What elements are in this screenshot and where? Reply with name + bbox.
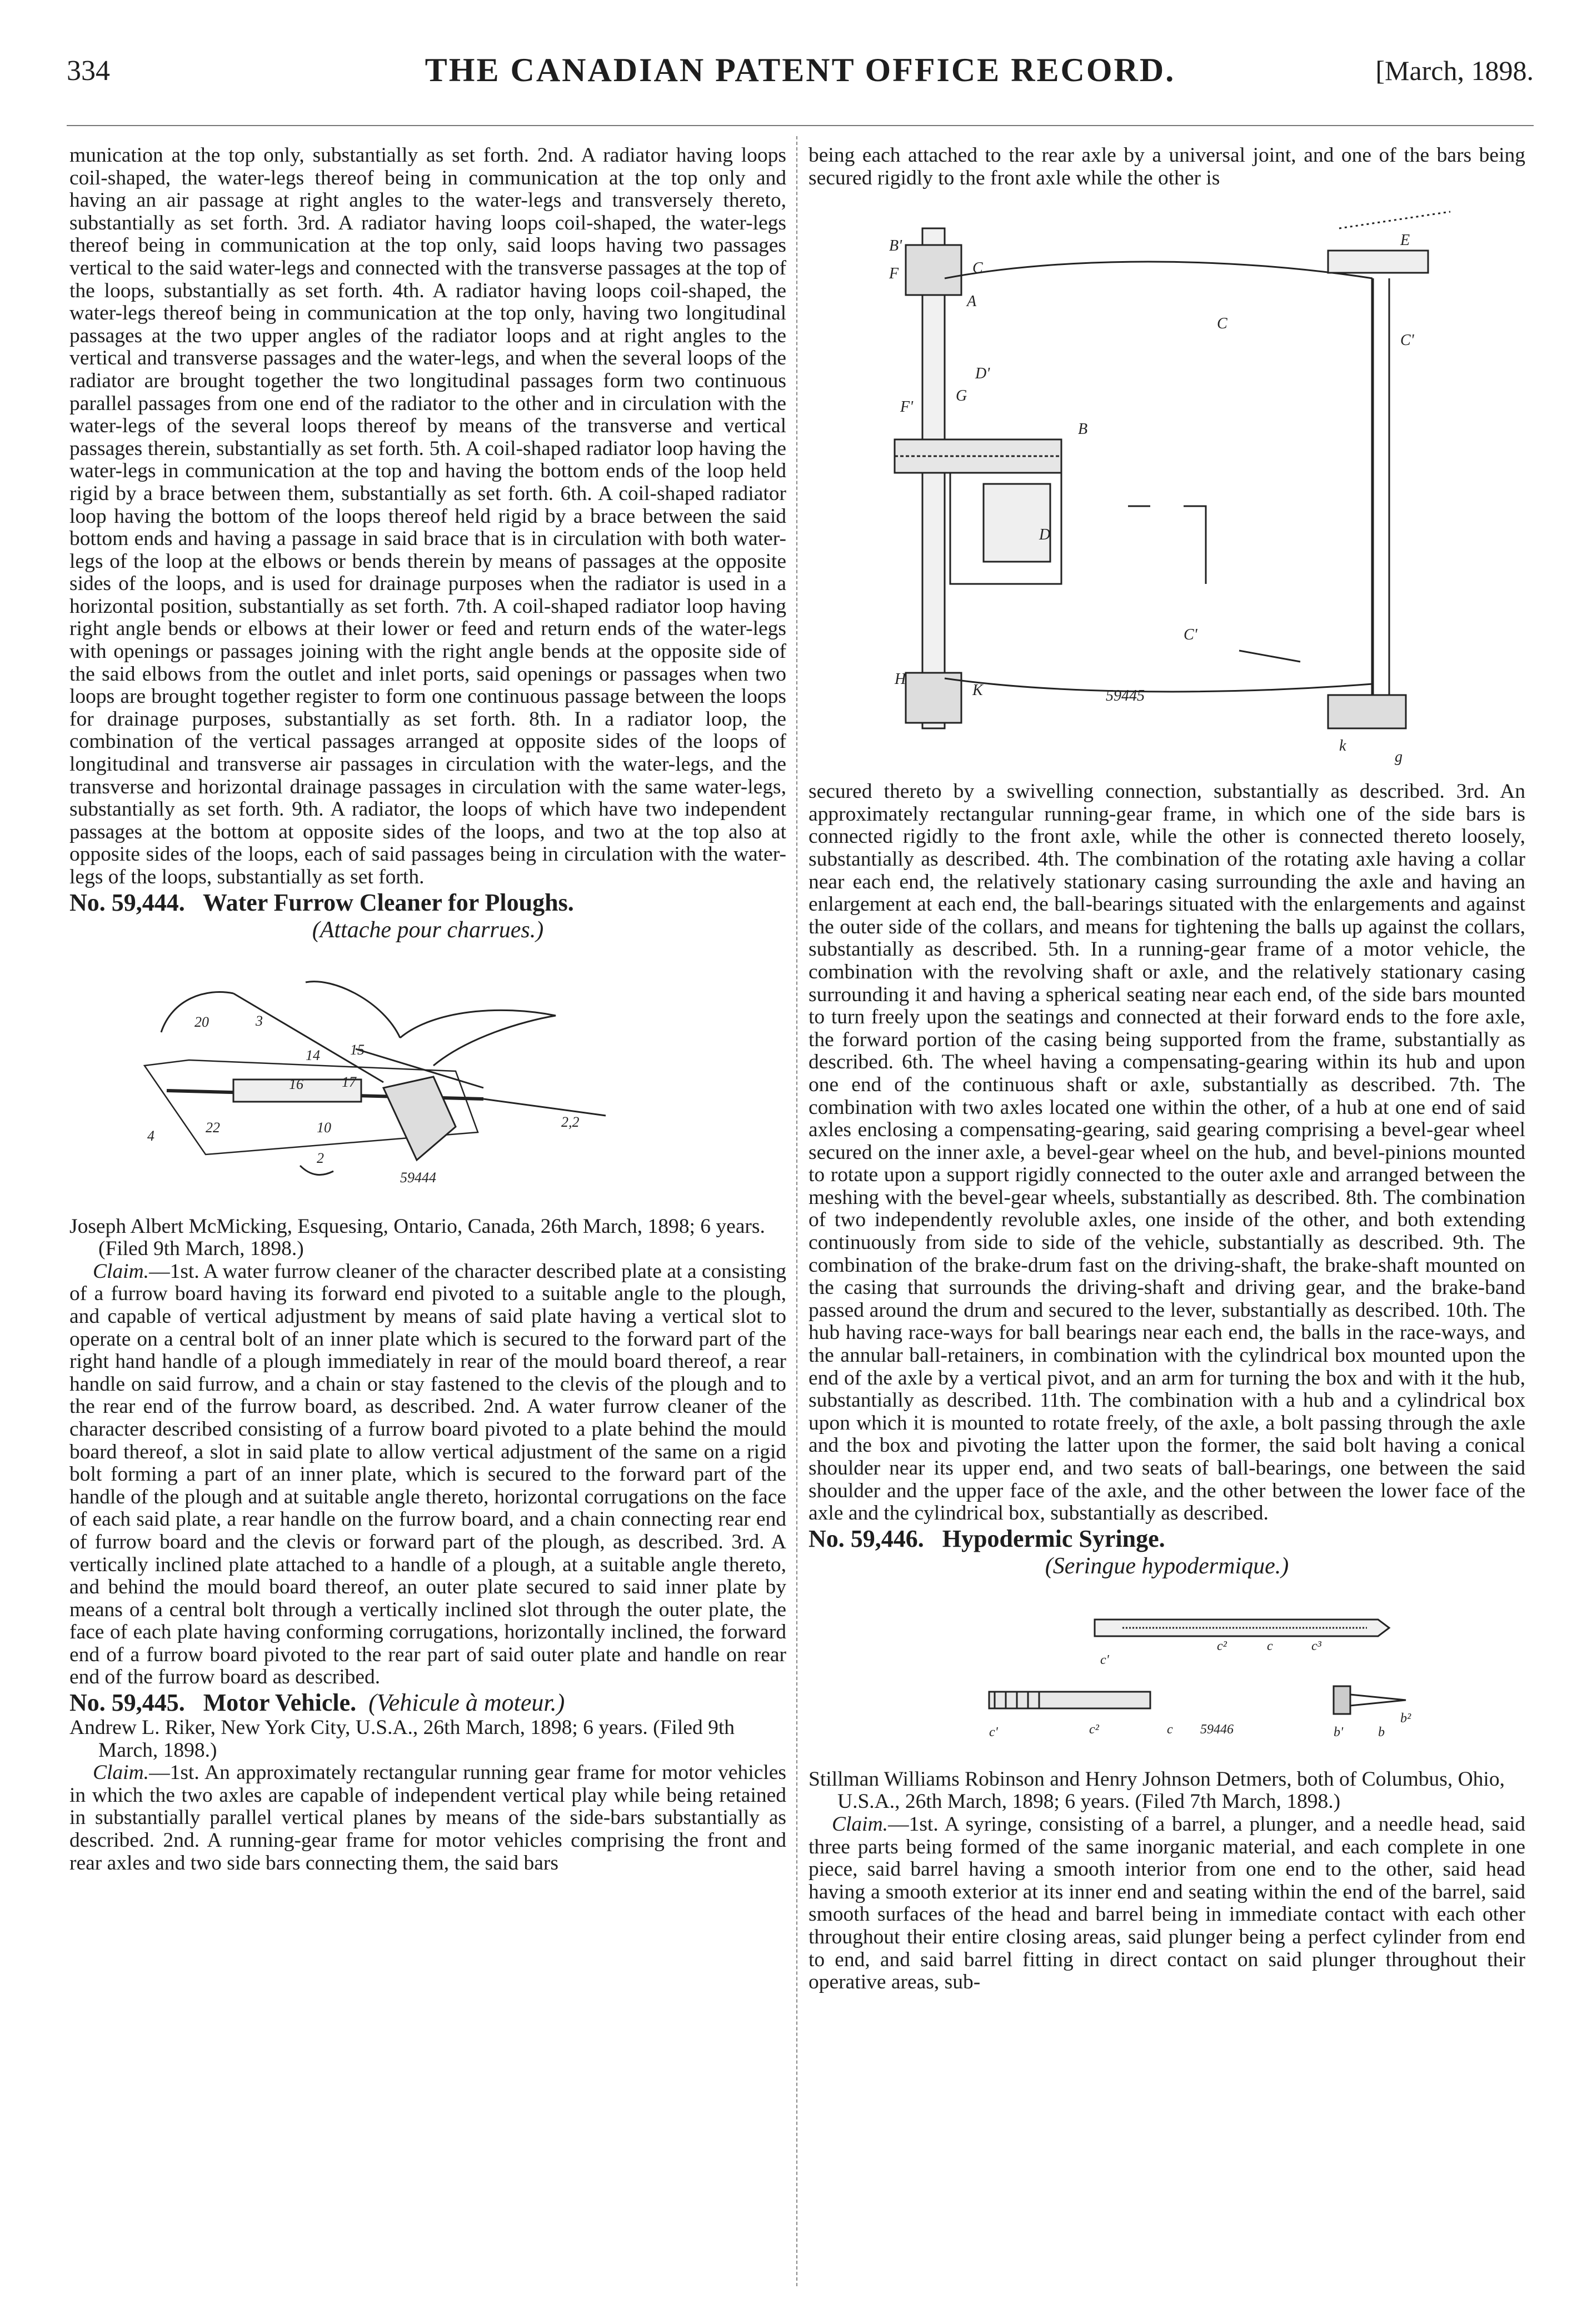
svg-text:C: C <box>972 259 983 277</box>
svg-text:3: 3 <box>256 1012 263 1029</box>
svg-text:C': C' <box>1400 332 1414 349</box>
motor-vehicle-continuation-top: being each attached to the rear axle by a universal joint, and one of the bars being secured rigidly to the front axle while the other is <box>809 144 1525 189</box>
svg-text:b: b <box>1378 1725 1385 1740</box>
svg-text:2: 2 <box>317 1149 324 1166</box>
svg-text:D': D' <box>975 365 990 383</box>
svg-text:10: 10 <box>317 1119 331 1136</box>
plough-cleaner-figure <box>122 949 733 1210</box>
right-column <box>809 144 1525 1994</box>
svg-text:C: C <box>1217 315 1227 333</box>
svg-text:K: K <box>972 682 983 699</box>
page-number: 334 <box>67 55 110 87</box>
svg-text:A: A <box>967 293 977 311</box>
column-divider <box>796 136 797 2286</box>
patent-59446-number: No. 59,446. <box>809 1525 924 1552</box>
svg-text:F: F <box>889 265 899 283</box>
patent-59446-heading <box>809 1525 1525 1553</box>
patent-59446-inventor: Stillman Williams Robinson and Henry Johnson Detmers, both of Columbus, Ohio, U.S.A., 26th March, 1898; 6 years. (Filed 7th March, 1898.) <box>809 1767 1505 1813</box>
page-header <box>67 49 1534 99</box>
svg-text:20: 20 <box>194 1013 209 1030</box>
patent-59445-claims <box>69 1762 786 1875</box>
claim-label: Claim. <box>93 1260 149 1283</box>
patent-59444-subtitle: (Attache pour charrues.) <box>312 917 544 943</box>
svg-text:b²: b² <box>1400 1711 1411 1726</box>
svg-text:B': B' <box>889 237 902 255</box>
vehicle-figure-number: 59445 <box>1106 687 1145 705</box>
svg-text:E: E <box>1400 232 1410 249</box>
svg-text:c²: c² <box>1089 1722 1099 1737</box>
svg-text:c: c <box>1267 1638 1273 1653</box>
svg-text:c: c <box>1167 1722 1173 1737</box>
patent-59446-claim-text: —1st. A syringe, consisting of a barrel, a plunger, and a needle head, said three parts being formed of the same inorganic material, and each complete in one piece, said barrel having a smooth interior from one end to the other, said head having a smooth exterior at its inner end and seating within the end of the barrel, said smooth surfaces of the head and barrel being in immediate contact with each other throughout their entire closing areas, said plunger being a perfect cylinder from end to end, and said barrel fitting in direct contact on said plunger throughout their operative areas, sub- <box>809 1812 1525 1994</box>
svg-text:15: 15 <box>350 1041 365 1058</box>
claim-label: Claim. <box>832 1812 889 1836</box>
patent-59445-title: Motor Vehicle. <box>203 1689 357 1717</box>
patent-59444-claim-text: —1st. A water furrow cleaner of the character described plate at a consisting of a furrow board having its forward end pivoted to a suitable angle to the plough, and capable of vertical adjustment by means of said plate having a vertical slot to operate on a central bolt of an inner plate which is secured to the forward part of the right hand handle of a plough immediately in rear of the mould board thereof, a rear handle on said furrow, and a chain or stay fastened to the clevis of the plough and to the rear end of the furrow board, as described. 2nd. A water furrow cleaner of the character described consisting of a furrow board pivoted to a plate behind the mould board thereof, a slot in said plate to allow vertical adjustment of the same on a rigid bolt forming a part of an inner plate, which is secured to the forward part of the handle of the plough and at suitable angle thereto, horizontal corrugations on the face of each said plate, a rear handle on the furrow board, and a chain connecting rear end of furrow board and the clevis or forward part of the plough, as described. 3rd. A vertically inclined plate attached to a handle of a plough, at a suitable angle thereto, and behind the mould board thereof, an outer plate secured to said inner plate by means of a central bolt through a vertically inclined slot through the outer plate, the face of each plate having conforming corrugations, horizontally inclined, the forward end of a furrow board pivoted to the rear part of said outer plate and handle on rear end of the furrow board as described. <box>69 1260 786 1689</box>
patent-59445-inventor: Andrew L. Riker, New York City, U.S.A., 26th March, 1898; 6 years. (Filed 9th March, 1898.) <box>69 1716 735 1762</box>
motor-vehicle-continuation-bottom: secured thereto by a swivelling connection, substantially as described. 3rd. An approximately rectangular running-gear frame, in which one of the side bars is connected rigidly to the front axle, while the other is connected thereto loosely, substantially as described. 4th. The combination of the rotating axle having a collar near each end, the relatively stationary casing surrounding the axle and having an enlargement at each end, the ball-bearings situated with the enlargements and against the outer side of the collars, and means for tightening the balls up against the collars, substantially as described. 5th. In a running-gear frame of a motor vehicle, the combination with the revolving shaft or axle, and the relatively stationary casing surrounding it and having a spherical seating near each end, of the side bars mounted to turn freely upon the seatings and connected at their forward ends to the fore axle, the forward portion of the casing being supported from the frame, substantially as described. 6th. The wheel having a compensating-gearing within its hub and upon one end of the continuous shaft or axle, substantially as described. 7th. The combination with two axles located one within the other, of a hub at one end of said axles enclosing a compensating-gearing, said gearing comprising a bevel-gear wheel secured on the inner axle, a bevel-gear wheel on the hub, and bevel-pinions mounted to rotate upon a support rigidly connected to the outer axle and arranged between the meshing with the bevel-gear wheels, substantially as described. 8th. The combination of two independently revoluble axles, one inside of the other, and both extending continuously from side to side of the vehicle, substantially as described. 9th. The combination of the brake-drum fast on the driving-shaft, the brake-shaft mounted on the casing that surrounds the driving-shaft and driving gear, and the brake-band passed around the drum and secured to the lever, substantially as described. 10th. The hub having race-ways for ball bearings near each end, the balls in the race-ways, and the annular ball-retainers, in combination with the cylindrical box mounted upon the end of the axle by a vertical pivot, and an arm for turning the box and with it the hub, substantially as described. 11th. The combination with a hub and a cylindrical box upon which it is mounted to rotate freely, of the axle, a bolt passing through the axle and the box and pivoting the latter upon the former, the said bolt having a conical shoulder near its upper end, and two seats of ball-bearings, one between the said shoulder and the upper face of the axle, and the other between the lower face of the axle and the cylindrical box, substantially as described. <box>809 780 1525 1525</box>
patent-59444-title: Water Furrow Cleaner for Ploughs. <box>203 888 574 916</box>
svg-text:F': F' <box>900 398 914 416</box>
patent-59446-title: Hypodermic Syringe. <box>942 1525 1165 1552</box>
patent-59444-number: No. 59,444. <box>69 888 185 916</box>
patent-59446-claims <box>809 1813 1525 1994</box>
svg-text:g: g <box>1395 748 1403 766</box>
svg-text:k: k <box>1339 737 1346 755</box>
plough-figure-number: 59444 <box>400 1169 436 1186</box>
svg-text:C': C' <box>1184 626 1197 644</box>
svg-text:c²: c² <box>1217 1638 1227 1653</box>
svg-text:c': c' <box>1100 1652 1109 1667</box>
svg-text:G: G <box>956 387 967 405</box>
patent-59444-inventor: Joseph Albert McMicking, Esquesing, Ontario, Canada, 26th March, 1898; 6 years. (Filed 9th March, 1898.) <box>69 1215 765 1261</box>
svg-text:14: 14 <box>306 1047 320 1063</box>
svg-text:17: 17 <box>342 1073 356 1090</box>
patent-59446-subtitle: (Seringue hypodermique.) <box>1045 1553 1289 1579</box>
svg-text:H: H <box>895 671 906 688</box>
svg-text:2,2: 2,2 <box>561 1113 580 1130</box>
issue-date: [March, 1898. <box>1375 55 1534 86</box>
claim-label: Claim. <box>93 1761 149 1785</box>
radiator-claims-continuation: munication at the top only, substantially as set forth. 2nd. A radiator having loops coil-shaped, the water-legs thereof being in communication at the top only and having an air passage at right angles to the water-legs and transversely thereto, substantially as set forth. 3rd. A radiator having loops coil-shaped, the water-legs thereof being in communication at the top only, said loops having two passages vertical to the said water-legs and connected with the transverse passages at the top of the loops, substantially as set forth. 4th. A radiator having loops coil-shaped, the water-legs thereof being in communication at the top only, having two longitudinal passages at the two upper angles of the radiator loops and at right angles to the vertical and transverse passages and the water-legs, and when the several loops of the radiator are brought together the two longitudinal passages form two continuous parallel passages from one end of the radiator to the other and in circulation with the water-legs of the several loops thereof by means of the transverse and vertical passages therein, substantially as set forth. 5th. A coil-shaped radiator loop having the water-legs in communication at the top and having the bottom ends of the loop held rigid by a brace between them, substantially as set forth. 6th. A coil-shaped radiator loop having the bottom of the loops thereof held rigid by a brace between the said bottom ends and having a passage in said brace that is in circulation with both water-legs of the loop at the elbows or bends therein by means of passages at the opposite sides of the loops, and is used for drainage purposes when the radiator is used in a horizontal position, substantially as set forth. 7th. A coil-shaped radiator loop having right angle bends or elbows at their lower or feed and return ends of the water-legs with openings or passages joining with the right angle bends at the opposite side of the said elbows from the outlet and inlet ports, said openings or passages when two loops are brought together register to form one continuous passage between the loops for drainage purposes, substantially as set forth. 8th. In a radiator loop, the combination of the vertical passages arranged at opposite sides of the loops of longitudinal and transverse air passages in circulation with the water-legs, and the transverse and horizontal drainage passages in circulation with the same water-legs, substantially as set forth. 9th. A radiator, the loops of which have two independent passages at the bottom at opposite sides of the loops, and two at the top also at opposite sides of the loops, each of said passages being in circulation with the water-legs of the loops, substantially as set forth. <box>69 144 786 888</box>
svg-text:16: 16 <box>289 1076 303 1092</box>
patent-59444-claims <box>69 1261 786 1689</box>
svg-text:22: 22 <box>206 1119 220 1136</box>
motor-vehicle-figure <box>839 195 1495 773</box>
syringe-figure <box>889 1586 1445 1758</box>
patent-59445-claim-text: —1st. An approximately rectangular running gear frame for motor vehicles in which the two axles are capable of independent vertical play while being retained in substantially parallel vertical planes by means of the side-bars substantially as described. 2nd. A running-gear frame for motor vehicles comprising the front and rear axles and two side bars connecting them, the said bars <box>69 1761 786 1875</box>
syringe-figure-number: 59446 <box>1200 1722 1234 1737</box>
svg-text:4: 4 <box>147 1127 154 1144</box>
svg-text:b': b' <box>1334 1725 1344 1740</box>
patent-59445-number: No. 59,445. <box>69 1689 185 1717</box>
svg-text:c': c' <box>989 1725 998 1740</box>
patent-59444-heading <box>69 889 786 917</box>
journal-title: THE CANADIAN PATENT OFFICE RECORD. <box>425 52 1176 88</box>
patent-59445-heading <box>69 1689 786 1717</box>
svg-text:D: D <box>1039 526 1051 544</box>
header-rule <box>67 125 1534 126</box>
svg-text:c³: c³ <box>1311 1638 1321 1653</box>
patent-59445-subtitle: (Vehicule à moteur.) <box>368 1689 565 1717</box>
left-column <box>69 144 786 1875</box>
svg-text:B: B <box>1078 421 1088 438</box>
